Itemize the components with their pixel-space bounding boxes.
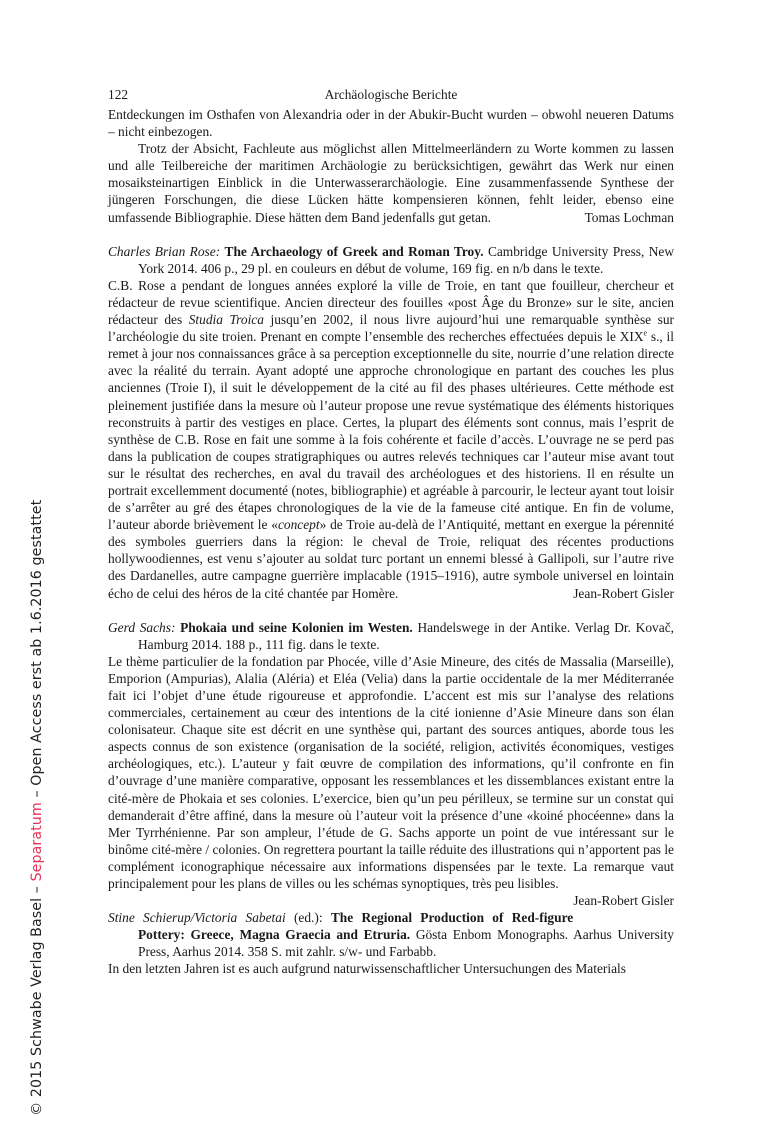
reviewer-signature: Jean-Robert Gisler [573, 585, 674, 601]
book-title: Phokaia und seine Kolonien im Westen. [180, 619, 413, 635]
publication-info: Gösta Enbom Monographs. Aarhus University Press, Aarhus 2014. 358 S. mit zahlr. s/w- und Farbabb. [138, 927, 674, 960]
text: Le thème particulier de la fondation par Phocée, ville d’Asie Mineure, des cités de Massalia (Marseille), Emporion (Ampurias), Alalia (Aléria) et Eléa (Velia) dans la partie occidentale de la mer Méditerranée fait ici l’objet d’une étude rigoureuse et approfondie. L’accent est mis sur l’analyse des relations commerciales, certainement au cœur des intentions de la cité ionienne d’Asie Mineure dans son élan colonisateur. Chaque site est décrit en une synthèse qui, partant des sources antiques, aborde tous les aspects connus de son existence (organisation de la société, religion, activités économiques, vestiges archéologiques, etc.). L’auteur y fait œuvre de compilation des informations, qu’il confronte en fin d’ouvrage d’une manière comparative, opposant les ressemblances et les dissemblances existant entre la cité-mère de Phokaia et ses colonies. L’exercice, bien qu’un peu périlleux, se termine sur un constat qui demanderait d’être affiné, dans la mesure où l’auteur voit la présence d’une «koiné phocéenne» dans la Mer Tyrrhénienne. Par son ampleur, l’étude de G. Sachs apporte un point de vue intéressant sur le binôme cité-mère / colonies. On regrettera pourtant la taille réduite des illustrations qui n’apportent pas le complément iconographique nécessaire aux informations dispensées par le texte. La remarque vaut principalement pour les plans de villes ou les schémas synoptiques, très peu lisibles. [108, 653, 674, 892]
text: jusqu’en 2002, il nous livre aujourd’hui une remarquable synthèse sur l’archéologie du site troien. Prenant en compte l’ensemble des recherches effectuées depuis le XIX [108, 312, 674, 345]
reviewer-signature: Jean-Robert Gisler [573, 893, 674, 909]
reviewer-signature: Tomas Lochman [584, 209, 674, 225]
review-body: In den letzten Jahren ist es auch aufgrund naturwissenschaftlicher Untersuchungen des Materials [108, 961, 626, 977]
copyright-sidebar [27, 500, 47, 1116]
series-title: Studia Troica [188, 312, 264, 328]
running-head [108, 86, 674, 103]
page [108, 86, 674, 978]
review-body [108, 653, 674, 909]
superscript: e [643, 328, 648, 338]
bibliographic-entry [108, 909, 674, 960]
paragraph-text: Trotz der Absicht, Fachleute aus möglichst allen Mittelmeerländern zu Worte kommen zu lassen und alle Teilbereiche der maritimen Archäologie zu berücksichtigen, gewährt das Werk nur einen mosaiksteinartigen Einblick in die Unterwasserarchäologie. Eine zusammenfassende Synthese der jüngeren Forschungen, die diese Lücken hätte kompensieren können, fehlt leider, ebenso eine umfassende Bibliographie. Diese hätten dem Band jedenfalls gut getan. [108, 141, 674, 225]
book-author: Charles Brian Rose: [108, 243, 221, 259]
text: s., il remet à jour nos connaissances grâce à sa perception exceptionnelle du site, nourrie d’une relation directe avec la réalité du terrain. Ayant adopté une approche chronologique en partant des couches les plus anciennes (Troie I), il suit le développement de la cité au fil des phases ultérieures. Cette méthode est pleinement justifiée dans la mesure où l’auteur propose une revue systématique des éléments historiques reconstruits à partir des vestiges en place. Certes, la plupart des éléments sont connus, mais l’esprit de synthèse de C.B. Rose en fait une somme à la fois cohérente et facile d’accès. L’ouvrage ne se perd pas dans la publication de coupes stratigraphiques ou autres relevés techniques car l’auteur mise avant tout sur le résultat des recherches, en aval du travail des archéologues et des historiens. Il en résulte un portrait excellemment documenté (notes, bibliographie) et agréable à parcourir, le lecteur ayant tout loisir de s’arrêter au gré des étapes chronologiques de la vie de la fameuse cité antique. En fin de volume, l’auteur aborde brièvement le « [108, 329, 674, 533]
publication-info: Cambridge University Press, New York 2014. 406 p., 29 pl. en couleurs en début de volume, 169 fig. en n/b dans le texte. [138, 243, 675, 276]
bibliographic-entry [108, 243, 674, 277]
review-rose [108, 243, 674, 602]
text: C.B. Rose a pendant de longues années exploré la ville de Troie, en tant que fouilleur, chercheur et rédacteur de revue scientifique. Ancien directeur des fouilles «post Âge du Bronze» sur le site, ancien rédacteur des [108, 277, 674, 328]
publication-info: Handelswege in der Antike. Verlag Dr. Kovač, Hamburg 2014. 188 p., 111 fig. dans le texte. [138, 619, 674, 652]
copyright-text: © 2015 Schwabe Verlag Basel – [29, 881, 45, 1116]
paragraph: Entdeckungen im Osthafen von Alexandria oder in der Abukir-Bucht wurden – obwohl neueren Datums – nicht einbezogen. [108, 107, 674, 140]
separatum-label: Separatum [29, 802, 45, 882]
previous-review-continuation [108, 106, 674, 226]
review-sachs [108, 619, 674, 909]
editor-note: (ed.): [285, 910, 331, 926]
italic-term: concept [277, 517, 320, 533]
journal-title: Archäologische Berichte [324, 87, 458, 102]
review-body [108, 277, 674, 602]
bibliographic-entry [108, 619, 674, 653]
paragraph [108, 140, 674, 225]
book-title: The Regional Production of Red-figure Pottery: Greece, Magna Graecia and Etruria. [138, 910, 574, 943]
book-author: Gerd Sachs: [108, 619, 176, 635]
book-title: The Archaeology of Greek and Roman Troy. [224, 243, 484, 259]
open-access-text: – Open Access erst ab 1.6.2016 gestattet [29, 499, 45, 803]
page-number: 122 [108, 87, 129, 102]
review-schierup-sabetai [108, 909, 674, 977]
text: » de Troie au-delà de l’Antiquité, mettant en exergue la pérennité des symboles guerriers dans la région: le cheval de Troie, reliquat des récentes productions hollywoodiennes, est venu s’ajouter au soldat turc portant un ennemi blessé à Gallipoli, sur l’autre rive des Dardanelles, autre campagne guerrière implacable (1915–1916), autre symbole universel en lointain écho de celui des héros de la cité chantée par Homère. [108, 517, 674, 601]
book-author: Stine Schierup/Victoria Sabetai [108, 910, 286, 926]
